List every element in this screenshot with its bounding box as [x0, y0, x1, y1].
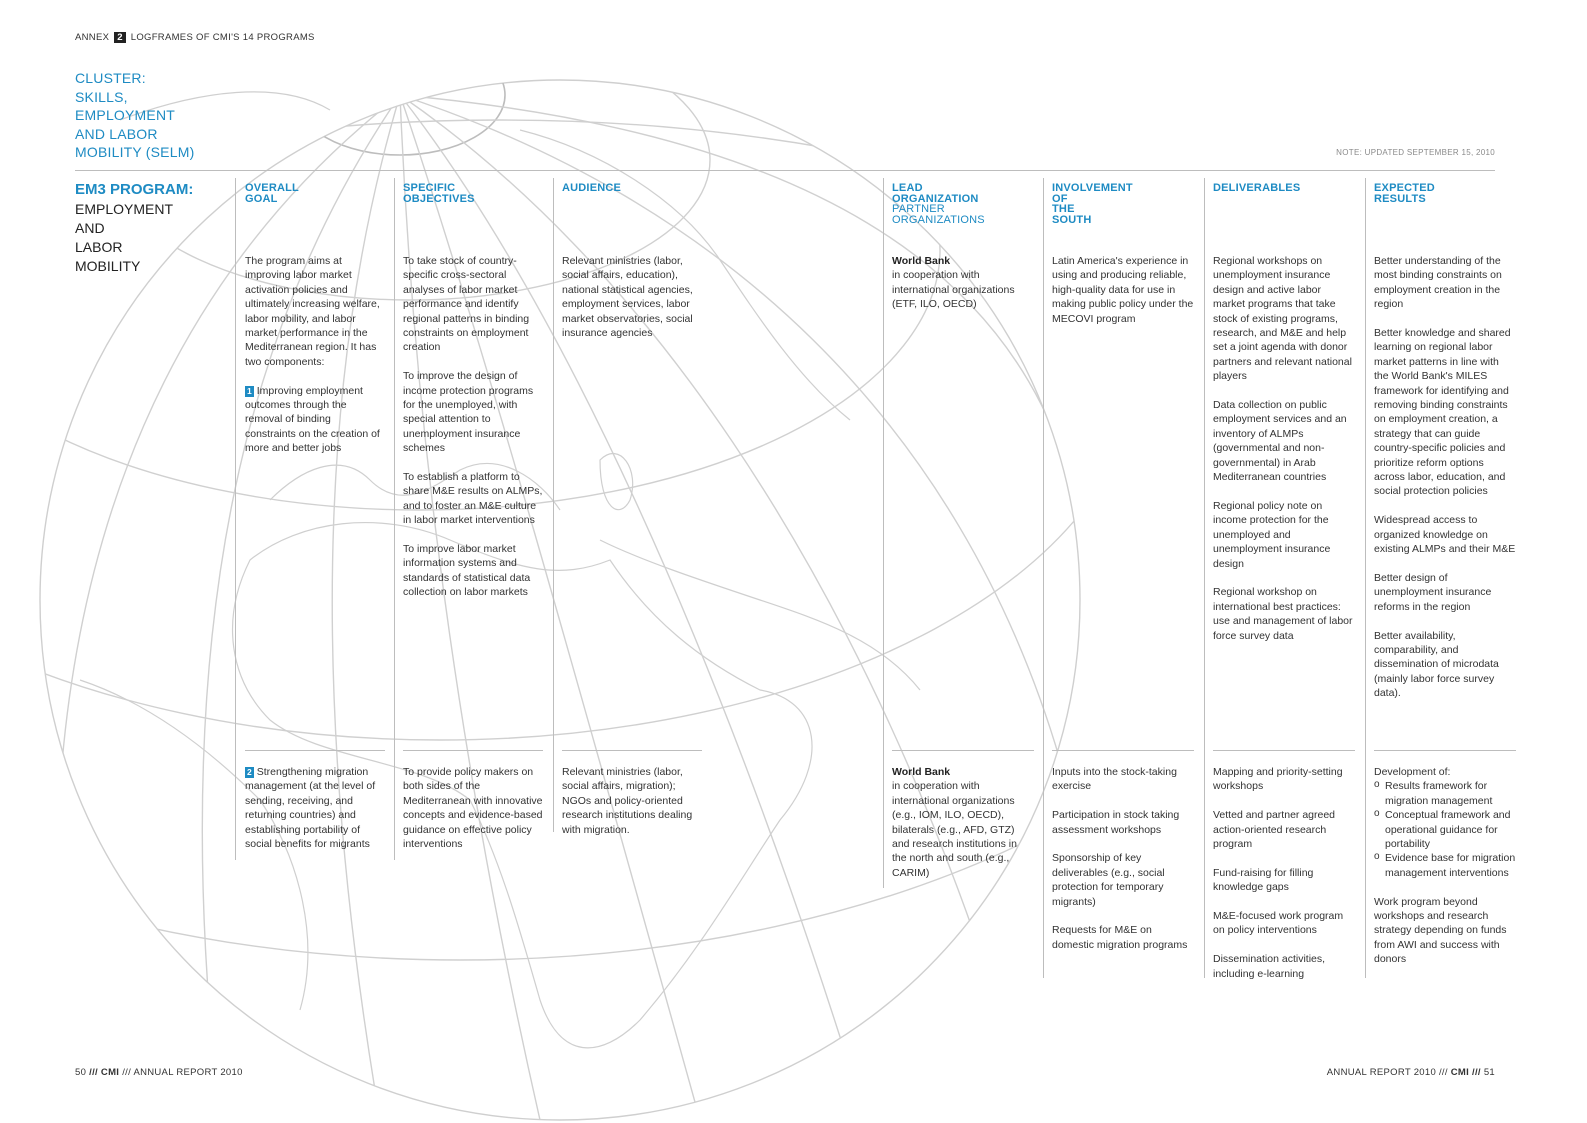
header-line: DELIVERABLES	[1213, 182, 1301, 194]
result-item: Better understanding of the most binding constraints on employment creation in the region	[1374, 255, 1502, 311]
objective-item: To establish a platform to share M&E results on ALMPs, and to foster an M&E culture in labor market interventions	[403, 471, 543, 527]
cluster-line: EMPLOYMENT	[75, 107, 176, 123]
column-rule	[394, 178, 395, 860]
result-item: Work program beyond workshops and research strategy depending on funds from AWI and success with donors	[1374, 895, 1507, 966]
header-involvement	[1052, 183, 1133, 225]
footer-separator: ///	[122, 1067, 132, 1078]
header-line: SOUTH	[1052, 213, 1092, 226]
column-rule	[883, 178, 884, 888]
header-line: OBJECTIVES	[403, 192, 475, 205]
result-item: Widespread access to organized knowledge on existing ALMPs and their M&E	[1374, 514, 1516, 556]
row-rule	[245, 750, 385, 751]
header-line: EXPECTED	[1374, 182, 1435, 194]
cluster-line: AND LABOR	[75, 125, 158, 142]
row1-deliverables	[1213, 254, 1355, 643]
row2-involvement	[1052, 765, 1194, 952]
footer-left	[75, 1067, 243, 1078]
footer-brand: CMI	[100, 1067, 120, 1078]
row-rule	[562, 750, 702, 751]
deliverable-item: Regional policy note on income protection for the unemployed and unemployment insurance design	[1213, 499, 1331, 570]
deliverable-item: Regional workshop on international best practices: use and management of labor force survey data	[1213, 586, 1353, 642]
result-item: Better knowledge and shared learning on regional labor market patterns in line with the World Bank's MILES framework for identifying and removing binding constraints on employment creation, a strategy that can guide country-specific policies and prioritize reform options across labor, education, and social protection policies	[1374, 327, 1511, 498]
results-list	[1374, 765, 1516, 880]
column-rule	[235, 178, 236, 860]
row2-audience	[562, 765, 702, 837]
header-audience	[562, 183, 621, 194]
program-name	[75, 200, 225, 276]
column-rule	[1365, 178, 1366, 978]
footer-separator: ///	[89, 1067, 98, 1078]
row-rule	[403, 750, 543, 751]
deliverable-item: Dissemination activities, including e-learning	[1213, 953, 1326, 980]
goal-component	[245, 765, 383, 851]
header-line: THE	[1052, 203, 1075, 215]
header-line: SPECIFIC	[403, 182, 456, 194]
objective-item: To improve the design of income protection programs for the unemployed, with special attention to unemployment insurance schemes	[403, 370, 534, 455]
component-number-badge: 1	[247, 385, 252, 396]
involvement-item: Sponsorship of key deliverables (e.g., social protection for temporary migrants)	[1052, 852, 1165, 908]
running-head	[75, 32, 315, 43]
row1-lead-organization	[892, 254, 1034, 312]
row-rule	[1374, 750, 1516, 751]
cluster-line: MOBILITY (SELM)	[75, 144, 195, 160]
result-bullet: o Evidence base for migration management interventions	[1374, 851, 1516, 880]
deliverable-item: Mapping and priority-setting workshops	[1213, 766, 1343, 793]
result-bullet: o Conceptual framework and operational guidance for portability	[1374, 808, 1516, 851]
column-rule	[553, 178, 554, 832]
lead-org-detail: in cooperation with international organizations (e.g., IOM, ILO, OECD), bilaterals (e.g., AFD, GTZ) and research institutions in the north and south (e.g., CARIM)	[892, 780, 1017, 879]
deliverable-item: Data collection on public employment services and an inventory of ALMPs (governmental and non-governmental) in Arab Mediterranean countries	[1213, 399, 1347, 484]
row1-specific-objectives	[403, 254, 543, 600]
objective-item: To take stock of country-specific cross-sectoral analyses of labor market performance and identify regional patterns in binding constraints on employment creation	[403, 255, 530, 354]
header-overall-goal	[245, 183, 299, 204]
involvement-item: Inputs into the stock-taking exercise	[1052, 766, 1177, 793]
row-rule	[1052, 750, 1194, 751]
objective-item: To provide policy makers on both sides of the Mediterranean with innovative concepts and evidence-based guidance on effective policy interventions	[403, 766, 543, 851]
program-name-line: MOBILITY	[75, 258, 141, 274]
involvement-item: Participation in stock taking assessment workshops	[1052, 809, 1180, 836]
header-line: OF	[1052, 192, 1068, 205]
cluster-line: CLUSTER:	[75, 70, 146, 86]
header-deliverables	[1213, 183, 1300, 194]
header-line: INVOLVEMENT	[1052, 182, 1133, 194]
header-specific-objectives	[403, 183, 475, 204]
goal-intro: The program aims at improving labor market activation policies and ultimately increasing welfare, labor mobility, and labor market performance in the Mediterranean region. It has two components:	[245, 255, 380, 368]
row-rule	[1213, 750, 1355, 751]
footer-separator: ///	[1438, 1067, 1448, 1078]
header-line: ORGANIZATIONS	[892, 213, 985, 226]
result-item: Better availability, comparability, and dissemination of microdata (mainly labor force survey data).	[1374, 629, 1499, 700]
header-line: GOAL	[245, 192, 278, 205]
deliverable-item: M&E-focused work program on policy interventions	[1213, 910, 1344, 937]
component-number-badge: 2	[247, 767, 252, 777]
footer-text: ANNUAL REPORT 2010	[133, 1067, 243, 1078]
row2-deliverables	[1213, 765, 1355, 981]
row-rule	[892, 750, 1034, 751]
annex-title: LOGFRAMES OF CMI'S 14 PROGRAMS	[130, 32, 315, 43]
top-rule	[75, 170, 1495, 171]
lead-org-name: World Bank	[892, 766, 951, 778]
update-note: NOTE: UPDATED SEPTEMBER 15, 2010	[1336, 148, 1495, 157]
program-name-line: EMPLOYMENT	[75, 201, 174, 217]
deliverable-item: Vetted and partner agreed action-oriented research program	[1213, 809, 1336, 851]
footer-text: ANNUAL REPORT 2010	[1326, 1067, 1437, 1078]
cluster-heading	[75, 69, 245, 162]
involvement-text: Latin America's experience in using and producing reliable, high-quality data for use in making public policy under the MECOVI program	[1052, 255, 1194, 325]
involvement-item: Requests for M&E on domestic migration programs	[1052, 924, 1188, 951]
row2-lead-organization	[892, 765, 1034, 880]
audience-text: Relevant ministries (labor, social affairs, migration); NGOs and policy-oriented research institutions dealing with migration.	[562, 766, 693, 836]
page-number: 50	[75, 1067, 87, 1078]
header-line: OVERALL	[245, 182, 299, 194]
program-title: EM3 PROGRAM:	[75, 181, 194, 198]
row1-involvement	[1052, 254, 1194, 326]
lead-org-name: World Bank	[892, 255, 951, 267]
goal-component	[245, 384, 383, 456]
results-intro: Development of:	[1374, 766, 1451, 778]
component-text: Strengthening migration management (at the level of sending, receiving, and returning countries) and establishing portability of social benefits for migrants	[245, 766, 376, 851]
program-name-line: LABOR	[75, 239, 123, 255]
audience-text: Relevant ministries (labor, social affairs, education), national statistical agencies, employment services, labor market observatories, social insurance agencies	[562, 255, 693, 340]
row1-expected-results	[1374, 254, 1516, 701]
row2-expected-results	[1374, 765, 1516, 967]
objective-item: To improve labor market information systems and standards of statistical data collection on labor markets	[403, 543, 531, 599]
deliverable-item: Fund-raising for filling knowledge gaps	[1213, 866, 1314, 894]
header-line: AUDIENCE	[562, 182, 622, 194]
footer-separator: ///	[1472, 1067, 1481, 1078]
column-rule	[1204, 178, 1205, 978]
cluster-line: SKILLS,	[75, 88, 128, 105]
header-line: LEAD	[892, 182, 923, 194]
result-bullet: o Results framework for migration management	[1374, 779, 1516, 808]
footer-right	[1327, 1067, 1495, 1078]
column-rule	[1043, 178, 1044, 978]
row2-overall-goal	[245, 765, 383, 851]
page-number: 51	[1483, 1067, 1495, 1078]
header-lead-organization	[892, 183, 985, 225]
lead-org-detail: in cooperation with international organizations (ETF, ILO, OECD)	[892, 269, 1015, 311]
row1-audience	[562, 254, 702, 340]
result-item: Better design of unemployment insurance reforms in the region	[1374, 571, 1492, 613]
annex-label: ANNEX	[75, 32, 110, 43]
row1-overall-goal	[245, 254, 383, 456]
deliverable-item: Regional workshops on unemployment insurance design and active labor market programs that take stock of existing programs, research, and M&E and help set a joint agenda with donor partners and relevant national players	[1213, 255, 1352, 383]
annex-number: 2	[114, 32, 126, 43]
header-line: ORGANIZATION	[892, 192, 979, 205]
row2-specific-objectives	[403, 765, 543, 851]
header-line: PARTNER	[892, 203, 945, 215]
program-name-line: AND	[75, 220, 105, 236]
header-line: RESULTS	[1374, 192, 1426, 205]
header-expected-results	[1374, 183, 1435, 204]
footer-brand: CMI	[1450, 1067, 1470, 1078]
component-text: Improving employment outcomes through the removal of binding constraints on the creation of more and better jobs	[245, 384, 380, 455]
